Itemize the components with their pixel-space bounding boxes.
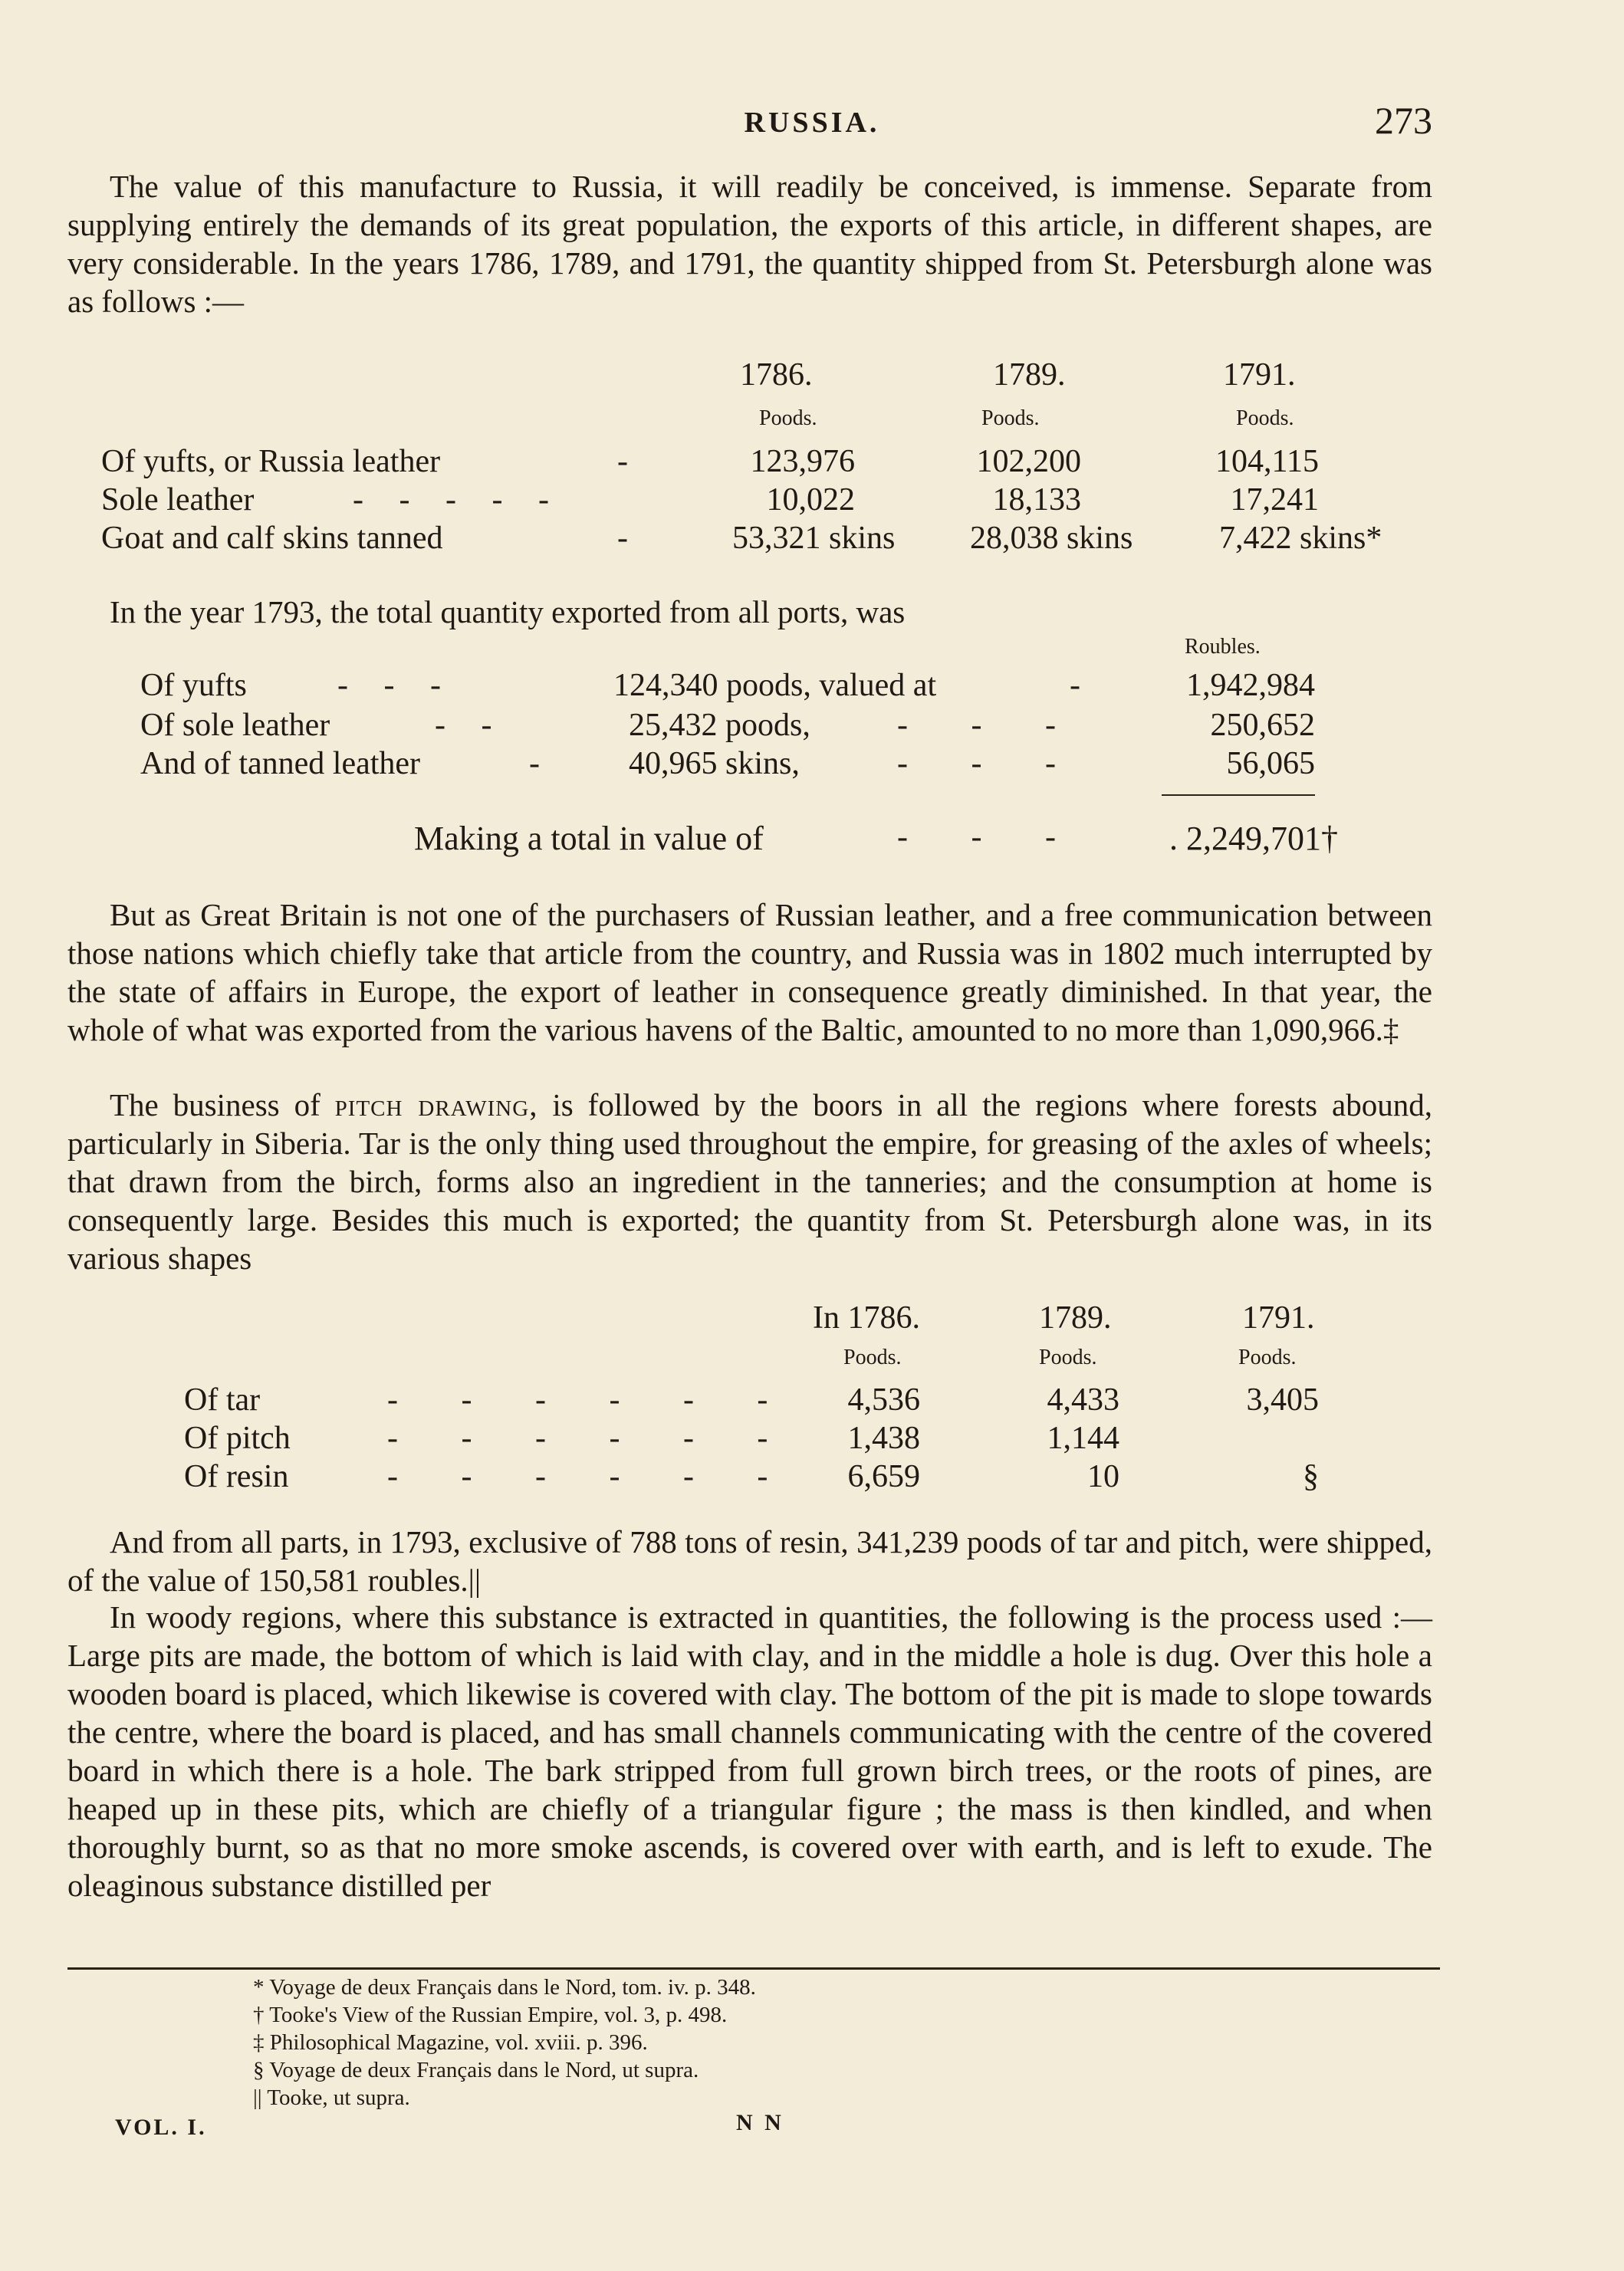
table3-row1-v2: 4,433 xyxy=(1047,1382,1119,1418)
table1-row3-v3: 7,422 skins* xyxy=(1219,521,1382,556)
table2-row3-qty: 40,965 skins, xyxy=(629,746,800,781)
table3-row1-label: Of tar xyxy=(184,1382,261,1418)
table3-row3-v3: § xyxy=(1303,1459,1319,1494)
paragraph-1-text: The value of this manufacture to Russia, it will readily be conceived, is immense. Separate from supplying entirely the demands of its great population, the exports of this article, in different shapes, are very considerable. In the years 1786, 1789, and 1791, the quantity shipped from St. Petersburgh alone was as follows :— xyxy=(67,169,1432,319)
table2-row3-label: And of tanned leather xyxy=(140,746,421,781)
table3-row3-v2: 10 xyxy=(1087,1459,1119,1494)
table3-row2-dots: - - - - - - xyxy=(387,1421,796,1456)
table1-unit-3: Poods. xyxy=(1236,406,1294,430)
paragraph-1 xyxy=(67,167,1432,320)
footnote-1: * Voyage de deux Français dans le Nord, tom. iv. p. 348. xyxy=(253,1975,756,2000)
paragraph-4-before: The business of xyxy=(110,1087,321,1122)
table1-row2-v3: 17,241 xyxy=(1230,482,1319,518)
paragraph-5-text: And from all parts, in 1793, exclusive of 788 tons of resin, 341,239 poods of tar and pitch, were shipped, of the value of 150,581 roubles.|| xyxy=(67,1524,1432,1598)
table3-row3-dots: - - - - - - xyxy=(387,1459,796,1494)
table1-row3-v2: 28,038 skins xyxy=(970,521,1133,556)
page-number: 273 xyxy=(1375,99,1432,142)
paragraph-4-smallcaps: pitch drawing, xyxy=(334,1087,538,1122)
table2-row2-dots1: - - xyxy=(435,708,506,743)
paragraph-6-text: In woody regions, where this substance is extracted in quantities, the following is the process used :—Large pits are made, the bottom of which is laid with clay, and in the middle a hole is dug. Over this hole a wooden board is placed, which likewise is covered with clay. The bottom of the pit is made to slope towards the centre, where the board is placed, and has small channels communicating with the centre of the covered board in which there is a hole. The bark stripped from full grown birch trees, or the roots of pines, are heaped up in these pits, which are chiefly of a triangular figure ; the mass is then kindled, and when thoroughly burnt, so as that no more smoke ascends, is covered over with earth, and is left to exude. The oleaginous substance distilled per xyxy=(67,1599,1432,1903)
table1-row1-v1: 123,976 xyxy=(750,444,855,479)
footnotes xyxy=(253,1974,756,2112)
paragraph-3-text: But as Great Britain is not one of the purchasers of Russian leather, and a free communication between those nations which chiefly take that article from the country, and Russia was in 1802 much interrupted by the state of affairs in Europe, the export of leather in consequence greatly diminished. In that year, the whole of what was exported from the various havens of the Baltic, amounted to no more than 1,090,966.‡ xyxy=(67,897,1432,1047)
running-title: RUSSIA. xyxy=(744,107,880,139)
footnote-2: † Tooke's View of the Russian Empire, vol. 3, p. 498. xyxy=(253,2003,728,2027)
table1-row3-label: Goat and calf skins tanned xyxy=(101,521,443,556)
table3-row1-v1: 4,536 xyxy=(847,1382,920,1418)
table2-currency-header: Roubles. xyxy=(1185,635,1261,659)
table2-row1-value: 1,942,984 xyxy=(1186,668,1315,703)
table2-row2-label: Of sole leather xyxy=(140,708,330,743)
table1-row2-label: Sole leather xyxy=(101,482,255,518)
paragraph-3 xyxy=(67,896,1432,1049)
table2-sum-rule xyxy=(1162,794,1315,796)
table1-row2-v2: 18,133 xyxy=(992,482,1081,518)
footnote-rule xyxy=(67,1967,1440,1970)
table2-total-label: Making a total in value of xyxy=(414,820,764,857)
table3-year-2: 1789. xyxy=(1039,1300,1112,1336)
table1-row2-v1: 10,022 xyxy=(766,482,855,518)
table2-row1-dots2: - xyxy=(1070,668,1080,703)
table2-row3-value: 56,065 xyxy=(1226,746,1315,781)
footnote-4: § Voyage de deux Français dans le Nord, ut supra. xyxy=(253,2058,699,2082)
table3-row1-v3: 3,405 xyxy=(1246,1382,1319,1418)
table2-row1-qty: 124,340 poods, valued at xyxy=(613,668,937,703)
table2-row3-dots2: - - - xyxy=(897,746,1083,781)
paragraph-2 xyxy=(67,593,1432,631)
table2-row1-label: Of yufts xyxy=(140,668,247,703)
table1-row1-v2: 102,200 xyxy=(976,444,1081,479)
paragraph-5 xyxy=(67,1523,1432,1599)
table2-row1-dots1: - - - xyxy=(337,668,455,703)
table1-row1-v3: 104,115 xyxy=(1215,444,1319,479)
table3-row3-v1: 6,659 xyxy=(847,1459,920,1494)
table1-row2-dots: - - - - - xyxy=(353,482,563,518)
table1-row3-v1: 53,321 skins xyxy=(732,521,896,556)
table2-row2-qty: 25,432 poods, xyxy=(629,708,810,743)
table1-year-2: 1789. xyxy=(993,357,1066,393)
volume-label: VOL. I. xyxy=(115,2115,207,2140)
table2-row2-value: 250,652 xyxy=(1210,708,1315,743)
table1-row1-dots: - xyxy=(617,444,628,479)
table3-unit-3: Poods. xyxy=(1238,1346,1297,1369)
table2-total-dots: - - - xyxy=(897,820,1083,855)
table3-unit-1: Poods. xyxy=(843,1346,902,1369)
paragraph-6 xyxy=(67,1598,1432,1905)
table3-year-1: In 1786. xyxy=(813,1300,920,1336)
table3-row2-v1: 1,438 xyxy=(847,1421,920,1456)
table1-row3-dots: - xyxy=(617,521,628,556)
paragraph-4-after: is followed by the boors in all the regions where forests abound, particularly in Siberia. Tar is the only thing used throughout the empire, for greasing of the axles of wheels; that drawn from the birch, forms also an ingredient in the tanneries; and the consumption at home is consequently large. Besides this much is exported; the quantity from St. Petersburgh alone was, in its various shapes xyxy=(67,1087,1433,1276)
paragraph-2-text: In the year 1793, the total quantity exported from all ports, was xyxy=(110,594,906,629)
table1-unit-1: Poods. xyxy=(759,406,817,430)
footnote-5: || Tooke, ut supra. xyxy=(253,2085,410,2110)
table3-row3-label: Of resin xyxy=(184,1459,289,1494)
table3-row2-label: Of pitch xyxy=(184,1421,291,1456)
table1-row1-label: Of yufts, or Russia leather xyxy=(101,444,441,479)
table2-row2-dots2: - - - xyxy=(897,708,1083,743)
table2-row3-dots1: - xyxy=(529,746,540,781)
table3-year-3: 1791. xyxy=(1242,1300,1315,1336)
table1-year-3: 1791. xyxy=(1223,357,1296,393)
table2-total-value: . 2,249,701† xyxy=(1169,820,1338,857)
table1-unit-2: Poods. xyxy=(981,406,1040,430)
footnote-3: ‡ Philosophical Magazine, vol. xviii. p. 396. xyxy=(253,2030,648,2055)
paragraph-4 xyxy=(67,1086,1432,1277)
table3-row2-v2: 1,144 xyxy=(1047,1421,1119,1456)
table3-row1-dots: - - - - - - xyxy=(387,1382,796,1418)
signature-mark: N N xyxy=(736,2110,784,2135)
table3-unit-2: Poods. xyxy=(1039,1346,1097,1369)
table1-year-1: 1786. xyxy=(740,357,813,393)
